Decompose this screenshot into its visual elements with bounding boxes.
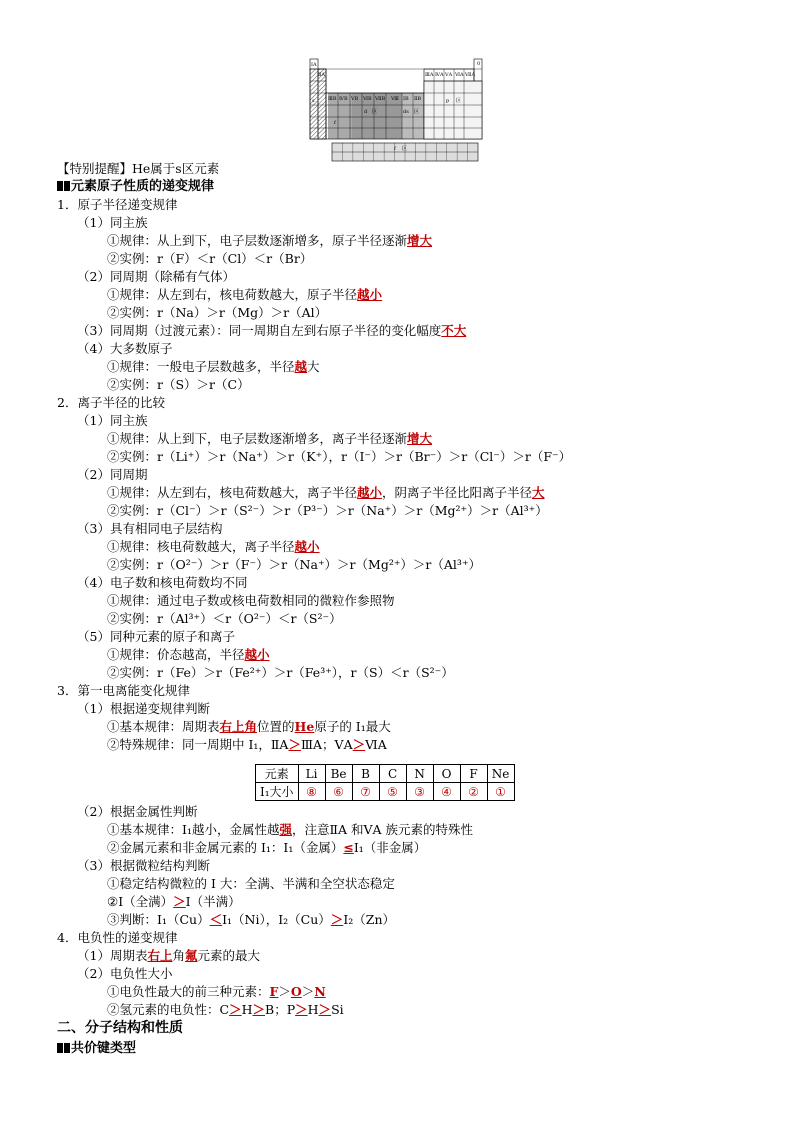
s1-2 [77,268,235,285]
s3-3a [107,875,395,892]
table-cell: ⑧ [298,783,325,801]
text: （5）同种元素的原子和离子 [77,629,235,644]
text: ①电负性最大的前三种元素： [107,984,270,999]
label-g3: ⅢB [328,96,337,102]
s3-2b [107,839,426,856]
table-cell: ⑦ [352,783,379,801]
key-answer: He [294,719,315,734]
label-g5: ⅤB [351,96,359,102]
s3-3c [107,911,395,928]
label-ia: ⅠA [311,62,317,68]
s3-3b [107,893,241,910]
text: ②金属元素和非金属元素的 I₁：I₁（金属） [107,840,344,855]
table-cell: ③ [406,783,433,801]
s1-2a [107,286,382,303]
text: Si [331,1002,344,1017]
s2-5b [107,664,454,681]
label-s-block: s [312,98,315,104]
heading-covalent-bond [57,1040,136,1057]
key-answer: O [290,984,302,999]
text: ，阴离子半径比阳离子半径 [382,485,533,500]
label-g6: ⅥB [363,96,372,102]
book-icon [57,1043,70,1053]
text: ①基本规律：I₁越小，金属性越 [107,822,280,837]
text: （2）同周期（除稀有气体） [77,269,235,284]
text: 原子的 I₁最大 [314,719,391,734]
s4-2a [107,983,326,1000]
key-answer: N [314,984,326,999]
s2-5 [77,628,235,645]
text: （3）同周期（过渡元素）：同一周期自左到右原子半径的变化幅度 [77,323,442,338]
text: 元素的最大 [197,948,261,963]
table-cell: N [406,765,433,783]
heading-text: 共价键类型 [71,1041,137,1056]
label-f-mark: f [334,120,336,126]
table-cell: 元素 [256,765,299,783]
s1-1 [77,214,147,231]
section-1-title [57,196,177,213]
s3-1b [107,736,387,753]
label-g11: ⅠB [403,96,409,102]
label-f-block: f [394,146,396,152]
label-iva: ⅣA [435,72,444,78]
label-iiia: ⅢA [425,72,434,78]
text: I₁（Ni），I₂（Cu） [222,912,331,927]
table-row [256,783,515,801]
text: 大 [307,359,320,374]
text: ①规律：从上到下，电子层数逐渐增多，原子半径逐渐 [107,233,408,248]
text: ⅥA [365,737,387,752]
text: （1）根据递变规律判断 [77,701,210,716]
s3-2a [107,821,473,838]
label-d-qu: 区 [372,109,378,115]
key-answer: 不大 [441,323,467,338]
label-f-qu: 区 [402,146,408,152]
text: ＞ [301,984,315,999]
text: ②实例：r（Fe）＞r（Fe²⁺）＞r（Fe³⁺），r（S）＜r（S²⁻） [107,665,454,680]
table-cell: C [379,765,406,783]
heading-text: 元素原子性质的递变规律 [71,179,215,194]
s2-5a [107,646,270,663]
label-ds-block: ds [403,109,409,115]
key-answer: ＞ [352,737,366,752]
key-answer: ＞ [330,912,344,927]
text: H [241,1002,253,1017]
key-answer: ＞ [229,1002,242,1017]
table-cell: ⑤ [379,783,406,801]
s3-1 [77,700,210,717]
label-viia: ⅦA [465,72,476,78]
key-answer: 越小 [244,647,270,662]
s2-3b [107,556,481,573]
key-answer: F [269,984,279,999]
text: （1）同主族 [77,215,148,230]
s4-1 [77,947,260,964]
text: 2．离子半径的比较 [57,395,165,410]
text: ①规律：通过电子数或核电荷数相同的微粒作参照物 [107,593,395,608]
label-via: ⅥA [455,72,464,78]
text: （3）根据微粒结构判断 [77,858,210,873]
table-cell: ① [487,783,514,801]
s2-2b [107,502,548,519]
table-cell: ⑥ [325,783,352,801]
book-icon [57,181,70,191]
key-answer: 增大 [407,233,433,248]
label-d-block: d [364,109,368,115]
text: （1）周期表 [77,948,148,963]
s3-3 [77,857,210,874]
label-ds-qu: 区 [414,109,420,115]
s2-2a [107,484,545,501]
text: ①规律：从左到右，核电荷数越大，离子半径 [107,485,358,500]
key-answer: ＜ [209,912,223,927]
s2-4a [107,592,395,609]
text: 位置的 [257,719,295,734]
text: （4）大多数原子 [77,341,173,356]
text: ①稳定结构微粒的 I 大：全满、半满和全空状态稳定 [107,876,395,891]
key-answer: ≤ [343,840,354,855]
s2-4b [107,610,342,627]
table-cell: ④ [433,783,460,801]
key-answer: 大 [532,485,545,500]
s2-1 [77,412,147,429]
section-4-title [57,929,177,946]
table-cell: F [460,765,487,783]
s2-1a [107,430,432,447]
s1-2b [107,304,327,321]
text: 1．原子半径递变规律 [57,197,178,212]
text: （4）电子数和核电荷数均不同 [77,575,248,590]
key-answer: ＞ [295,1002,308,1017]
label-p-qu: 区 [456,98,462,104]
key-answer: 右上 [147,948,173,963]
label-g8: Ⅷ [391,96,399,102]
s3-1a [107,718,391,735]
table-cell: Ne [487,765,514,783]
text: ②实例：r（Al³⁺）＜r（O²⁻）＜r（S²⁻） [107,611,342,626]
key-answer: 越 [294,359,308,374]
text: ①规律：一般电子层数越多，半径 [107,359,295,374]
text: ，注意ⅡA 和ⅤA 族元素的特殊性 [291,822,473,837]
s4-2b [107,1001,344,1018]
s1-1b [107,250,312,267]
s2-3a [107,538,320,555]
text: ①规律：从上到下，电子层数逐渐增多，离子半径逐渐 [107,431,408,446]
text: ＞ [278,984,291,999]
s2-3 [77,520,222,537]
text: ①规律：从左到右，核电荷数越大，原子半径 [107,287,358,302]
periodic-table-diagram [306,57,488,167]
table-cell: Li [298,765,325,783]
text: B；P [265,1002,296,1017]
text: （2）电负性大小 [77,966,173,981]
table-cell: Be [325,765,352,783]
text: ②特殊规律：同一周期中 I₁，ⅡA [107,737,289,752]
label-g7: ⅦB [375,96,386,102]
tip-text: 【特别提醒】He属于s区元素 [57,161,220,176]
text: I₂（Zn） [343,912,395,927]
text: ②实例：r（F）＜r（Cl）＜r（Br） [107,251,313,266]
text: I（半满） [185,894,241,909]
section-2-heading [57,1020,183,1037]
text: 4．电负性的递变规律 [57,930,178,945]
table-header-row [256,765,515,783]
key-answer: ＞ [318,1002,332,1017]
key-answer: 越小 [357,485,383,500]
text: ③判断：I₁（Cu） [107,912,210,927]
s3-2 [77,803,197,820]
text: （2）同周期 [77,467,148,482]
text: ①规律：价态越高，半径 [107,647,245,662]
s1-4b [107,376,250,393]
key-answer: 氟 [184,948,198,963]
table-cell: ② [460,783,487,801]
label-g4: ⅣB [339,96,348,102]
s1-4a [107,358,320,375]
text: （1）同主族 [77,413,148,428]
text: ②氢元素的电负性：C [107,1002,230,1017]
key-answer: 越小 [294,539,320,554]
table-cell: I₁大小 [256,783,299,801]
text: ①规律：核电荷数越大，离子半径 [107,539,295,554]
label-g12: ⅡB [414,96,422,102]
key-answer: ＞ [252,1002,266,1017]
s4-2 [77,965,172,982]
text: ②实例：r（Li⁺）＞r（Na⁺）＞r（K⁺），r（I⁻）＞r（Br⁻）＞r（Cl⁻）＞r（F⁻） [107,449,572,464]
text: ②实例：r（S）＞r（C） [107,377,250,392]
key-answer: 增大 [407,431,433,446]
s1-1a [107,232,432,249]
s1-3 [77,322,466,339]
key-answer: ＞ [173,894,186,909]
text: I₁（非金属） [353,840,427,855]
key-answer: ＞ [288,737,301,752]
text: ①基本规律：周期表 [107,719,220,734]
text: ②实例：r（Na）＞r（Mg）＞r（Al） [107,305,328,320]
table-cell: O [433,765,460,783]
label-zero: 0 [477,61,481,67]
label-iia: ⅡA [318,72,326,78]
text: （3）具有相同电子层结构 [77,521,223,536]
text: ②实例：r（Cl⁻）＞r（S²⁻）＞r（P³⁻）＞r（Na⁺）＞r（Mg²⁺）＞r（Al³⁺） [107,503,548,518]
label-va: ⅤA [445,72,453,78]
key-answer: 强 [279,822,292,837]
text: （2）根据金属性判断 [77,804,198,819]
text: 3．第一电离能变化规律 [57,683,190,698]
table-cell: B [352,765,379,783]
section-2-title [57,394,165,411]
ionization-energy-table [255,764,515,801]
heading-element-properties [57,178,214,195]
s2-4 [77,574,247,591]
s2-1b [107,448,571,465]
s1-4 [77,340,172,357]
text: ②I（全满） [107,894,174,909]
text: H [307,1002,319,1017]
s2-2 [77,466,147,483]
key-answer: 越小 [357,287,383,302]
label-p-block: p [446,98,450,104]
text: ②实例：r（O²⁻）＞r（F⁻）＞r（Na⁺）＞r（Mg²⁺）＞r（Al³⁺） [107,557,482,572]
key-answer: 右上角 [219,719,258,734]
text: ⅢA；ⅤA [300,737,353,752]
text: 角 [172,948,185,963]
text: 二、分子结构和性质 [57,1020,183,1036]
section-3-title [57,682,190,699]
tip-line [57,160,219,177]
